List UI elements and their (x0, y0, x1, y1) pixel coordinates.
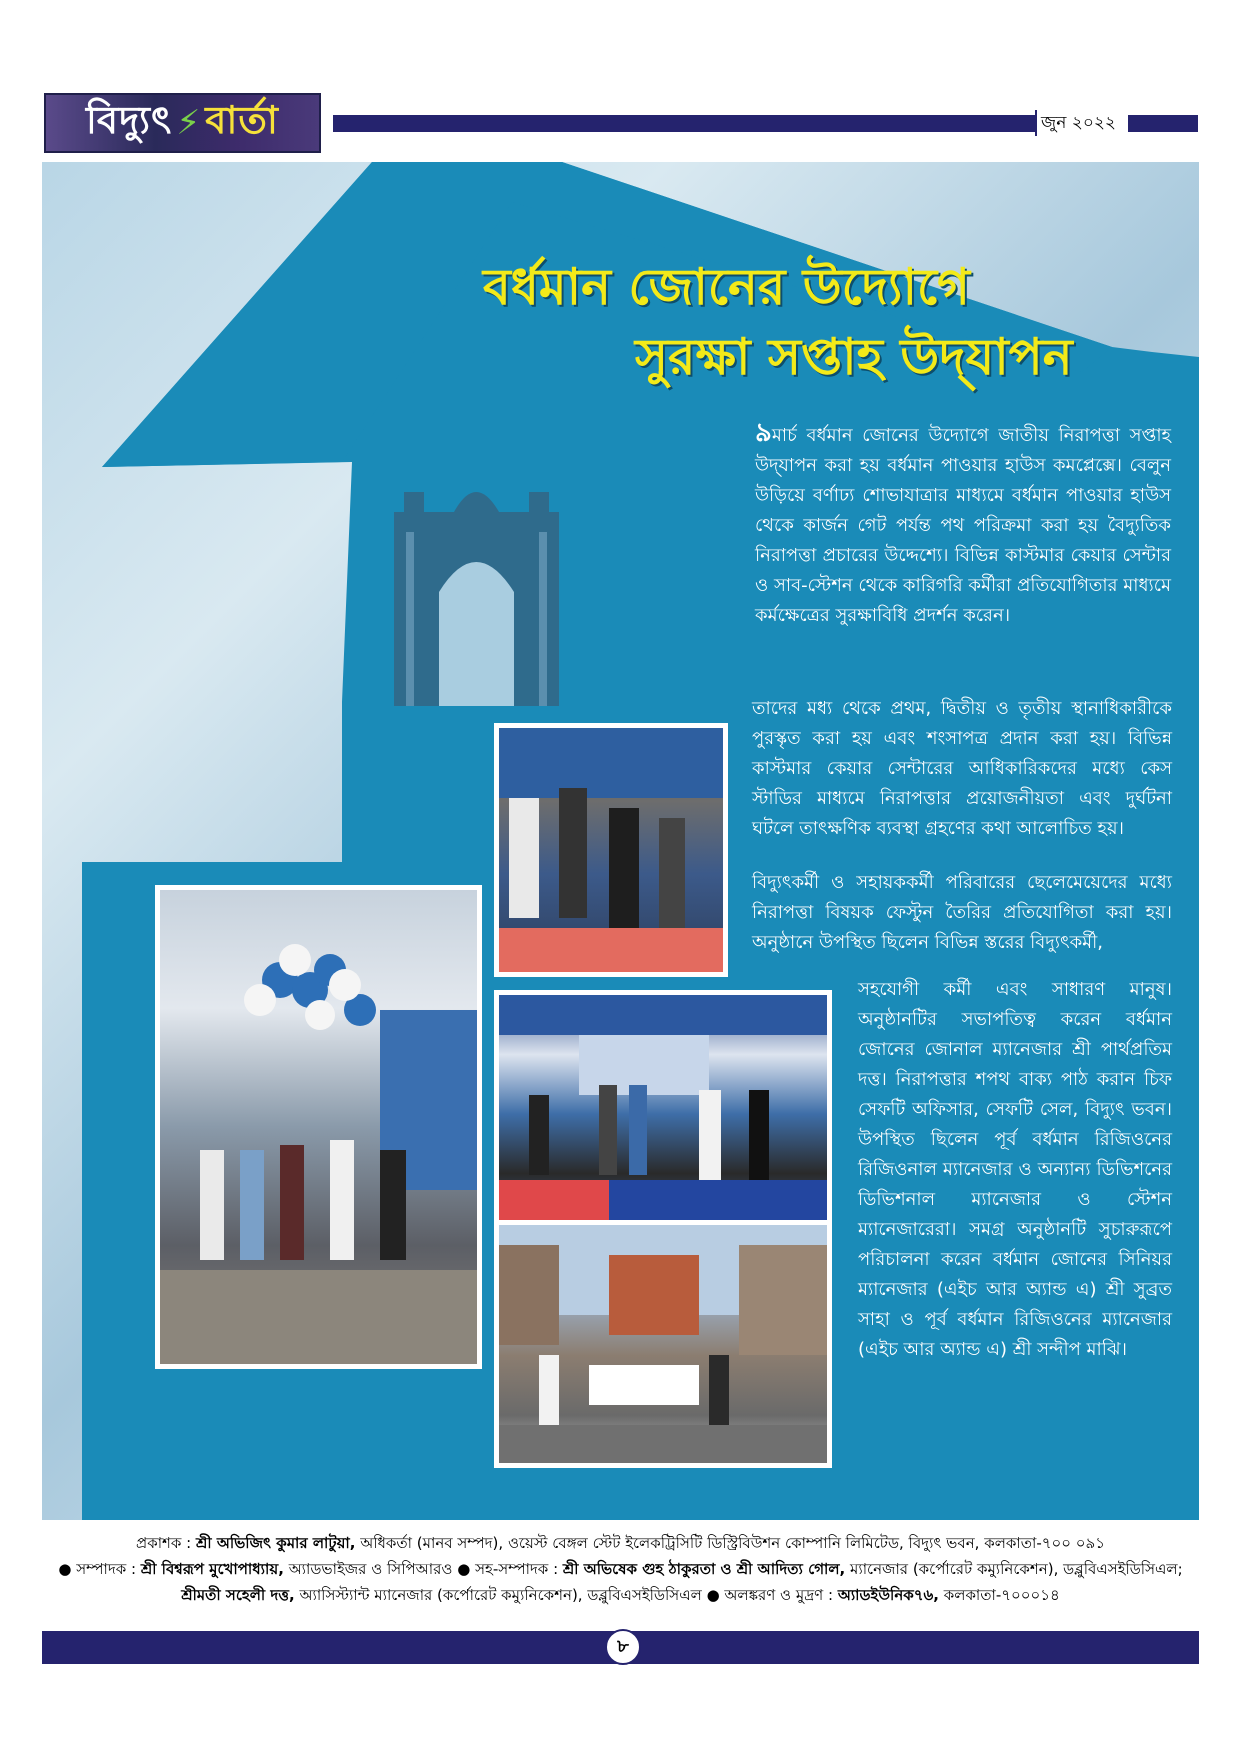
article-paragraph-1 (755, 418, 1171, 631)
article-paragraph-2: তাদের মধ্য থেকে প্রথম, দ্বিতীয় ও তৃতীয় স্থানাধিকারীকে পুরস্কৃত করা হয় এবং শংসাপত্র প্রদান করা হয়। বিভিন্ন কাস্টমার কেয়ার সেন্টারের আধিকারিকদের মধ্যে কেস স্টাডির মাধ্যমে নিরাপত্তার প্রয়োজনীয়তা এবং দুর্ঘটনা ঘটলে তাৎক্ষণিক ব্যবস্থা গ্রহণের কথা আলোচিত হয়। (752, 698, 1172, 839)
publication-credits (0, 1530, 1241, 1608)
logo-word-barta: বার্তা (205, 98, 279, 142)
printer-name: অ্যাডইউনিক৭৬, (837, 1586, 939, 1604)
header-rule-end (1128, 115, 1198, 132)
publisher-label: প্রকাশক : (136, 1534, 196, 1552)
logo-word-bidyut: বিদ্যুৎ (86, 98, 173, 142)
credits-line-3 (0, 1582, 1241, 1608)
photo-lamp-lighting-figures (499, 728, 723, 972)
editor-details: অ্যাডভাইজর ও সিপিআরও ● সহ-সম্পাদক : (283, 1560, 563, 1578)
coeditor-names: শ্রী অভিষেক গুহ ঠাকুরতা ও শ্রী আদিত্য গোল, (562, 1560, 846, 1578)
publisher-details: অধিকর্তা (মানব সম্পদ), ওয়েস্ট বেঙ্গল স্টেট ইলেকট্রিসিটি ডিস্ট্রিবিউশন কোম্পানি লিমিটেড, বিদ্যুৎ ভবন, কলকাতা-৭০০ ০৯১ (355, 1534, 1105, 1552)
printer-details: কলকাতা-৭০০০১৪ (939, 1586, 1060, 1604)
drop-number: ৯ (755, 418, 772, 448)
editor-name: শ্রী বিশ্বরূপ মুখোপাধ্যায়, (140, 1560, 284, 1578)
curzon-gate-graphic (394, 472, 559, 706)
photo-balloon-rally (155, 885, 482, 1369)
page-number: ৮ (605, 1629, 641, 1665)
editor-label: ● সম্পাদক : (58, 1560, 141, 1578)
article-title-line-1: বর্ধমান জোনের উদ্যোগে (483, 258, 970, 316)
article-title-line-2: সুরক্ষা সপ্তাহ উদ্‌যাপন (635, 328, 1073, 386)
photo-street-rally-figures (499, 1225, 827, 1463)
paragraph-1-text: মার্চ বর্ধমান জোনের উদ্যোগে জাতীয় নিরাপত্তা সপ্তাহ উদ্‌যাপন করা হয় বর্ধমান পাওয়ার হাউস কমপ্লেক্সে। বেলুন উড়িয়ে বর্ণাঢ্য শোভাযাত্রার মাধ্যমে বর্ধমান পাওয়ার হাউস থেকে কার্জন গেট পর্যন্ত পথ পরিক্রমা করা হয় বৈদ্যুতিক নিরাপত্তা প্রচারের উদ্দেশ্যে। বিভিন্ন কাস্টমার কেয়ার সেন্টার ও সাব-স্টেশন থেকে কারিগরি কর্মীরা প্রতিযোগিতার মাধ্যমে কর্মক্ষেত্রের সুরক্ষাবিধি প্রদর্শন করেন। (755, 425, 1171, 626)
lightning-bolt-icon: ⚡ (176, 103, 202, 143)
photo-balloon-rally-figures (160, 890, 477, 1364)
assistant-details: অ্যাসিস্ট্যান্ট ম্যানেজার (কর্পোরেট কম্যুনিকেশন), ডব্লুবিএসইডিসিএল ● অলঙ্করণ ও মুদ্রণ : (294, 1586, 838, 1604)
article-paragraph-3-bottom: সহযোগী কর্মী এবং সাধারণ মানুষ। অনুষ্ঠানটির সভাপতিত্ব করেন বর্ধমান জোনের জোনাল ম্যানেজার শ্রী পার্থপ্রতিম দত্ত। নিরাপত্তার শপথ বাক্য পাঠ করান চিফ সেফটি অফিসার, সেফটি সেল, বিদ্যুৎ ভবন। উপস্থিত ছিলেন পূর্ব বর্ধমান রিজিওনের রিজিওনাল ম্যানেজার ও অন্যান্য ডিভিশনের ডিভিশনাল ম্যানেজার ও স্টেশন ম্যানেজারেরা। সমগ্র অনুষ্ঠানটি সুচারুরূপে পরিচালনা করেন বর্ধমান জোনের সিনিয়র ম্যানেজার (এইচ আর অ্যান্ড এ) শ্রী সুব্রত সাহা ও পূর্ব বর্ধমান রিজিওনের ম্যানেজার (এইচ আর অ্যান্ড এ) শ্রী সন্দীপ মাঝি। (858, 979, 1172, 1360)
publisher-name: শ্রী অভিজিৎ কুমার লাটুয়া, (196, 1534, 356, 1552)
credits-line-2 (0, 1556, 1241, 1582)
assistant-name: শ্রীমতী সহেলী দত্ত, (181, 1586, 295, 1604)
photo-stage-award (494, 990, 832, 1238)
photo-street-rally (494, 1220, 832, 1468)
issue-date: জুন ২০২২ (1035, 110, 1120, 136)
credits-line-1 (0, 1530, 1241, 1556)
photo-stage-award-figures (499, 995, 827, 1233)
coeditor-details: ম্যানেজার (কর্পোরেট কম্যুনিকেশন), ডব্লুবিএসইডিসিএল; (845, 1560, 1183, 1578)
masthead-logo (44, 93, 321, 153)
photo-lamp-lighting (494, 723, 728, 977)
article-paragraph-3-top: বিদ্যুৎকর্মী ও সহায়ককর্মী পরিবারের ছেলেমেয়েদের মধ্যে নিরাপত্তা বিষয়ক ফেস্টুন তৈরির প্রতিযোগিতা করা হয়। অনুষ্ঠানে উপস্থিত ছিলেন বিভিন্ন স্তরের বিদ্যুৎকর্মী, (752, 872, 1172, 953)
header-rule (333, 115, 1035, 132)
